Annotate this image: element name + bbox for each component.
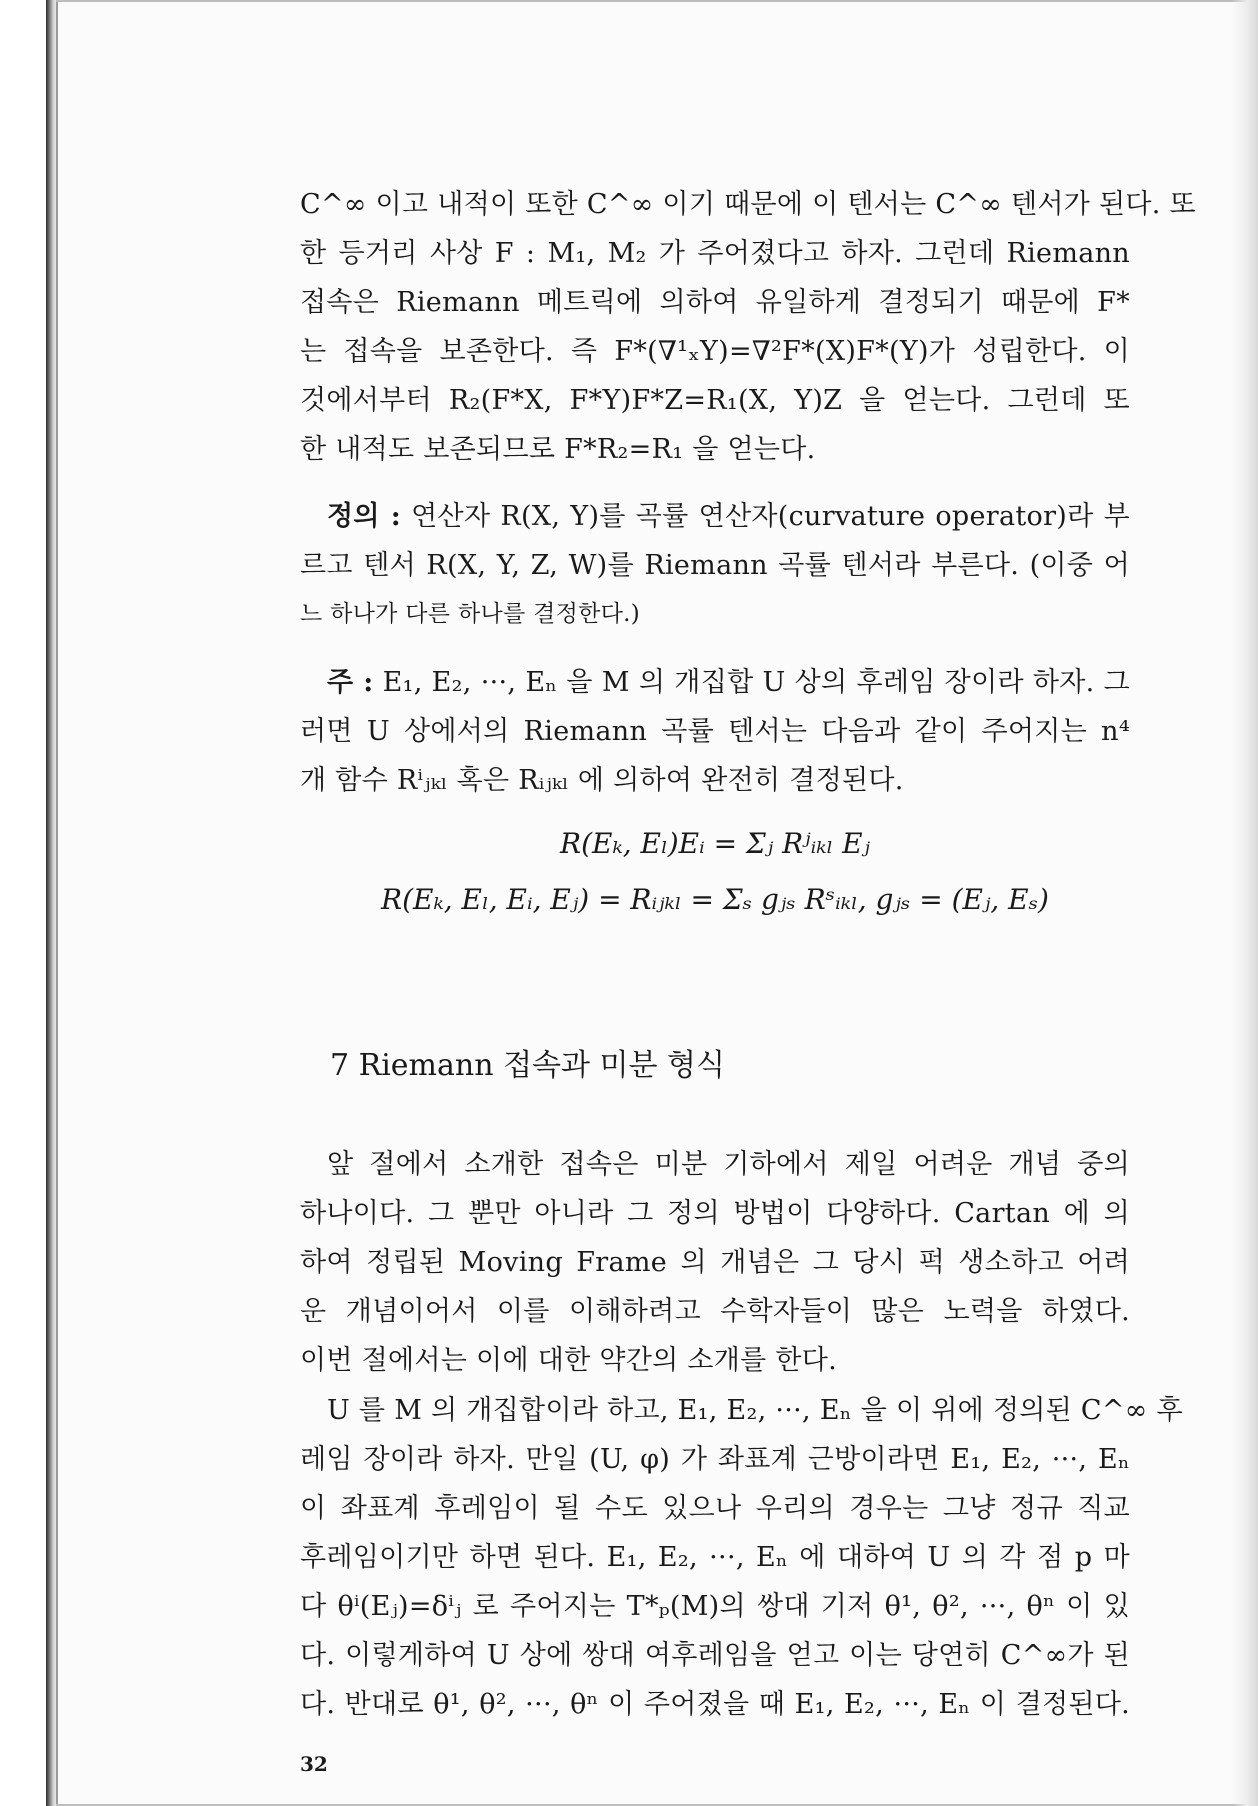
equations: [300, 816, 1130, 928]
definition-paragraph: [300, 492, 1130, 639]
note-term: 주 :: [327, 667, 374, 698]
text-line: 개 함수 Rⁱⱼₖₗ 혹은 Rᵢⱼₖₗ 에 의하여 완전히 결정된다.: [300, 765, 904, 796]
text-line: 느 하나가 다른 하나를 결정한다.): [300, 601, 641, 627]
text-line: 이 좌표계 후레임이 될 수도 있으나 우리의 경우는 그냥 정규 직교: [300, 1493, 1130, 1524]
definition-text: 연산자 R(X, Y)를 곡률 연산자(curvature operator)라 부: [400, 501, 1130, 532]
equation: R(Eₖ, Eₗ, Eᵢ, Eⱼ) = Rᵢⱼₖₗ = Σₛ gⱼₛ Rˢᵢₖₗ, gⱼₛ = (Eⱼ, Eₛ): [381, 883, 1049, 916]
equation: R(Eₖ, Eₗ)Eᵢ = Σⱼ Rʲᵢₖₗ Eⱼ: [560, 827, 870, 860]
binding-edge: [56, 0, 58, 1806]
paragraph-2: [300, 1140, 1130, 1385]
page-number: 32: [300, 1752, 328, 1776]
text-line: 앞 절에서 소개한 접속은 미분 기하에서 제일 어려운 개념 중의: [327, 1149, 1130, 1180]
text-line: 하나이다. 그 뿐만 아니라 그 정의 방법이 다양하다. Cartan 에 의: [300, 1198, 1130, 1229]
definition-term: 정의 :: [327, 501, 401, 532]
text-line: 것에서부터 R₂(F*X, F*Y)F*Z=R₁(X, Y)Z 을 얻는다. 그런데 또: [300, 385, 1130, 416]
text-line: 이번 절에서는 이에 대한 약간의 소개를 한다.: [300, 1345, 838, 1376]
text-line: 다 θⁱ(Eⱼ)=δⁱⱼ 로 주어지는 T*ₚ(M)의 쌍대 기저 θ¹, θ², ···, θⁿ 이 있: [300, 1591, 1130, 1622]
text-line: 러면 U 상에서의 Riemann 곡률 텐서는 다음과 같이 주어지는 n⁴: [300, 716, 1130, 747]
text-line: 르고 텐서 R(X, Y, Z, W)를 Riemann 곡률 텐서라 부른다. (이중 어: [300, 550, 1130, 581]
text-line: C^∞ 이고 내적이 또한 C^∞ 이기 때문에 이 텐서는 C^∞ 텐서가 된다. 또: [300, 189, 1196, 220]
section-heading: 7 Riemann 접속과 미분 형식: [330, 1048, 726, 1083]
text-line: 다. 이렇게하여 U 상에 쌍대 여후레임을 얻고 이는 당연히 C^∞가 된: [300, 1640, 1130, 1671]
page-right-edge: [1232, 0, 1258, 1806]
text-line: 한 내적도 보존되므로 F*R₂=R₁ 을 얻는다.: [300, 434, 816, 465]
paragraph-1: [300, 180, 1196, 474]
text-line: 다. 반대로 θ¹, θ², ···, θⁿ 이 주어졌을 때 E₁, E₂, ···, Eₙ 이 결정된다.: [300, 1689, 1130, 1720]
text-line: 레임 장이라 하자. 만일 (U, φ) 가 좌표계 근방이라면 E₁, E₂, ···, Eₙ: [300, 1444, 1130, 1475]
text-line: [300, 658, 1130, 707]
text-line: 후레임이기만 하면 된다. E₁, E₂, ···, Eₙ 에 대하여 U 의 각 점 p 마: [300, 1542, 1130, 1573]
text-line: 하여 정립된 Moving Frame 의 개념은 그 당시 퍽 생소하고 어려: [300, 1247, 1130, 1278]
note-text: E₁, E₂, ···, Eₙ 을 M 의 개집합 U 상의 후레임 장이라 하자. 그: [373, 667, 1130, 698]
text-line: U 를 M 의 개집합이라 하고, E₁, E₂, ···, Eₙ 을 이 위에 정의된 C^∞ 후: [327, 1395, 1183, 1426]
text-line: 는 접속을 보존한다. 즉 F*(∇¹ₓY)=∇²F*(X)F*(Y)가 성립한다. 이: [300, 336, 1130, 367]
text-line: 한 등거리 사상 F : M₁, M₂ 가 주어졌다고 하자. 그런데 Riemann: [300, 238, 1130, 269]
text-line: [300, 492, 1130, 541]
page-top-edge: [56, 0, 1256, 2]
text-line: 접속은 Riemann 메트릭에 의하여 유일하게 결정되기 때문에 F*: [300, 287, 1130, 318]
text-line: 운 개념이어서 이를 이해하려고 수학자들이 많은 노력을 하였다.: [300, 1296, 1130, 1327]
paragraph-3: [300, 1386, 1183, 1729]
note-paragraph: [300, 658, 1130, 805]
